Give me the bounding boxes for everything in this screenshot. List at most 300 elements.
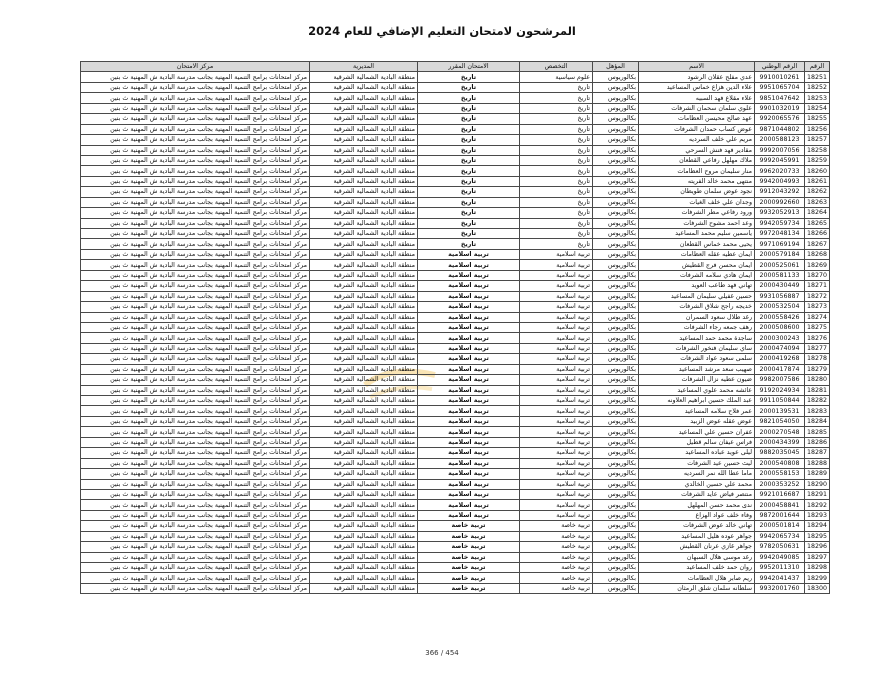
table-row: [81, 208, 830, 218]
national-id-cell: 9952011310: [755, 563, 805, 573]
table-row: [81, 563, 830, 573]
qualification-cell: بكالوريوس: [593, 500, 639, 510]
directorate-cell: منطقة البادية الشمالية الشرقية: [310, 416, 418, 426]
qualification-cell: بكالوريوس: [593, 145, 639, 155]
exam-center-cell: مركز امتحانات برامج التنمية المهنية بجانب مدرسة البادية ش المهنية ث بنين: [81, 114, 310, 124]
directorate-cell: منطقة البادية الشمالية الشرقية: [310, 406, 418, 416]
row-number-cell: 18298: [805, 563, 830, 573]
specialization-cell: تربية اسلامية: [520, 302, 593, 312]
national-id-cell: 9942049085: [755, 552, 805, 562]
specialization-cell: تربية خاصة: [520, 552, 593, 562]
row-number-cell: 18299: [805, 573, 830, 583]
row-number-cell: 18297: [805, 552, 830, 562]
directorate-cell: منطقة البادية الشمالية الشرقية: [310, 249, 418, 259]
directorate-cell: منطقة البادية الشمالية الشرقية: [310, 312, 418, 322]
exam-cell: تربية خاصة: [418, 521, 520, 531]
name-cell: ملاك مهلهل رفاعي القطعان: [639, 155, 755, 165]
table-row: [81, 82, 830, 92]
national-id-cell: 9901032019: [755, 103, 805, 113]
column-header: المديرية: [310, 62, 418, 72]
row-number-cell: 18278: [805, 354, 830, 364]
specialization-cell: تربية اسلامية: [520, 375, 593, 385]
table-row: [81, 322, 830, 332]
national-id-cell: 2000353252: [755, 479, 805, 489]
national-id-cell: 9872001644: [755, 510, 805, 520]
specialization-cell: تربية خاصة: [520, 531, 593, 541]
directorate-cell: منطقة البادية الشمالية الشرقية: [310, 437, 418, 447]
directorate-cell: منطقة البادية الشمالية الشرقية: [310, 385, 418, 395]
qualification-cell: بكالوريوس: [593, 114, 639, 124]
directorate-cell: منطقة البادية الشمالية الشرقية: [310, 166, 418, 176]
directorate-cell: منطقة البادية الشمالية الشرقية: [310, 302, 418, 312]
qualification-cell: بكالوريوس: [593, 510, 639, 520]
national-id-cell: 2000434399: [755, 437, 805, 447]
directorate-cell: منطقة البادية الشمالية الشرقية: [310, 542, 418, 552]
table-row: [81, 166, 830, 176]
row-number-cell: 18256: [805, 124, 830, 134]
qualification-cell: بكالوريوس: [593, 448, 639, 458]
name-cell: ورود رفاعي مطر الشرفات: [639, 208, 755, 218]
directorate-cell: منطقة البادية الشمالية الشرقية: [310, 260, 418, 270]
specialization-cell: علوم سياسية: [520, 72, 593, 82]
name-cell: ريم صابر هلال العظامات: [639, 573, 755, 583]
exam-cell: تربية اسلامية: [418, 427, 520, 437]
name-cell: روان حمد خلف المساعيد: [639, 563, 755, 573]
name-cell: خديجه راجح شلاق الشرفات: [639, 302, 755, 312]
table-row: [81, 343, 830, 353]
exam-center-cell: مركز امتحانات برامج التنمية المهنية بجانب مدرسة البادية ش المهنية ث بنين: [81, 416, 310, 426]
table-row: [81, 197, 830, 207]
directorate-cell: منطقة البادية الشمالية الشرقية: [310, 114, 418, 124]
national-id-cell: 2000430449: [755, 281, 805, 291]
directorate-cell: منطقة البادية الشمالية الشرقية: [310, 93, 418, 103]
national-id-cell: 9192024934: [755, 385, 805, 395]
national-id-cell: 2000588123: [755, 135, 805, 145]
qualification-cell: بكالوريوس: [593, 103, 639, 113]
qualification-cell: بكالوريوس: [593, 489, 639, 499]
qualification-cell: بكالوريوس: [593, 469, 639, 479]
name-cell: علاء مقلاع فهد السبيه: [639, 93, 755, 103]
table-row: [81, 489, 830, 499]
row-number-cell: 18258: [805, 145, 830, 155]
national-id-cell: 2000458841: [755, 500, 805, 510]
specialization-cell: تربية خاصة: [520, 573, 593, 583]
name-cell: ندى محمد حسن المهلهل: [639, 500, 755, 510]
specialization-cell: تربية اسلامية: [520, 427, 593, 437]
row-number-cell: 18282: [805, 396, 830, 406]
specialization-cell: تربية اسلامية: [520, 448, 593, 458]
name-cell: وفاء خلف عواد الهزاع: [639, 510, 755, 520]
table-row: [81, 333, 830, 343]
name-cell: علوي سلمان سحمان الشرفات: [639, 103, 755, 113]
table-row: [81, 291, 830, 301]
national-id-cell: 9972048134: [755, 229, 805, 239]
exam-center-cell: مركز امتحانات برامج التنمية المهنية بجانب مدرسة البادية ش المهنية ث بنين: [81, 333, 310, 343]
national-id-cell: 9920065576: [755, 114, 805, 124]
directorate-cell: منطقة البادية الشمالية الشرقية: [310, 521, 418, 531]
row-number-cell: 18294: [805, 521, 830, 531]
national-id-cell: 2000300243: [755, 333, 805, 343]
column-header: الرقم الوطني: [755, 62, 805, 72]
directorate-cell: منطقة البادية الشمالية الشرقية: [310, 458, 418, 468]
table-body: [81, 72, 830, 594]
specialization-cell: تربية اسلامية: [520, 270, 593, 280]
exam-cell: تاريخ: [418, 155, 520, 165]
row-number-cell: 18279: [805, 364, 830, 374]
specialization-cell: تربية اسلامية: [520, 469, 593, 479]
directorate-cell: منطقة البادية الشمالية الشرقية: [310, 135, 418, 145]
qualification-cell: بكالوريوس: [593, 93, 639, 103]
page-title: المرشحون لامتحان التعليم الإضافي للعام 2024: [308, 24, 576, 38]
table-row: [81, 552, 830, 562]
row-number-cell: 18263: [805, 197, 830, 207]
row-number-cell: 18281: [805, 385, 830, 395]
exam-center-cell: مركز امتحانات برامج التنمية المهنية بجانب مدرسة البادية ش المهنية ث بنين: [81, 437, 310, 447]
directorate-cell: منطقة البادية الشمالية الشرقية: [310, 479, 418, 489]
national-id-cell: 9982007586: [755, 375, 805, 385]
specialization-cell: تربية اسلامية: [520, 333, 593, 343]
exam-center-cell: مركز امتحانات برامج التنمية المهنية بجانب مدرسة البادية ش المهنية ث بنين: [81, 176, 310, 186]
exam-center-cell: مركز امتحانات برامج التنمية المهنية بجانب مدرسة البادية ش المهنية ث بنين: [81, 563, 310, 573]
qualification-cell: بكالوريوس: [593, 249, 639, 259]
table-row: [81, 176, 830, 186]
specialization-cell: تربية اسلامية: [520, 322, 593, 332]
exam-center-cell: مركز امتحانات برامج التنمية المهنية بجانب مدرسة البادية ش المهنية ث بنين: [81, 218, 310, 228]
exam-cell: تربية اسلامية: [418, 437, 520, 447]
row-number-cell: 18289: [805, 469, 830, 479]
name-cell: ايمان محسن فرج القطيش: [639, 260, 755, 270]
exam-center-cell: مركز امتحانات برامج التنمية المهنية بجانب مدرسة البادية ش المهنية ث بنين: [81, 197, 310, 207]
national-id-cell: 2000419268: [755, 354, 805, 364]
specialization-cell: تربية خاصة: [520, 563, 593, 573]
column-header: الرقم: [805, 62, 830, 72]
exam-center-cell: مركز امتحانات برامج التنمية المهنية بجانب مدرسة البادية ش المهنية ث بنين: [81, 155, 310, 165]
directorate-cell: منطقة البادية الشمالية الشرقية: [310, 375, 418, 385]
row-number-cell: 18270: [805, 270, 830, 280]
qualification-cell: بكالوريوس: [593, 270, 639, 280]
exam-center-cell: مركز امتحانات برامج التنمية المهنية بجانب مدرسة البادية ش المهنية ث بنين: [81, 124, 310, 134]
exam-center-cell: مركز امتحانات برامج التنمية المهنية بجانب مدرسة البادية ش المهنية ث بنين: [81, 93, 310, 103]
name-cell: عمر فلاح سلامه المساعيد: [639, 406, 755, 416]
exam-center-cell: مركز امتحانات برامج التنمية المهنية بجانب مدرسة البادية ش المهنية ث بنين: [81, 510, 310, 520]
name-cell: جواهر غازي عرنان القطيش: [639, 542, 755, 552]
name-cell: ايمان هادي سلامه الشرفات: [639, 270, 755, 280]
exam-center-cell: مركز امتحانات برامج التنمية المهنية بجانب مدرسة البادية ش المهنية ث بنين: [81, 427, 310, 437]
name-cell: ماما عطا الله نمر السرديه: [639, 469, 755, 479]
specialization-cell: تاريخ: [520, 197, 593, 207]
qualification-cell: بكالوريوس: [593, 354, 639, 364]
name-cell: ليث حسين عيد الشرفات: [639, 458, 755, 468]
specialization-cell: تربية اسلامية: [520, 489, 593, 499]
row-number-cell: 18283: [805, 406, 830, 416]
row-number-cell: 18252: [805, 82, 830, 92]
exam-cell: تربية اسلامية: [418, 312, 520, 322]
specialization-cell: تربية اسلامية: [520, 343, 593, 353]
name-cell: ياسمين سليم محمد المساعيد: [639, 229, 755, 239]
exam-cell: تاريخ: [418, 145, 520, 155]
qualification-cell: بكالوريوس: [593, 281, 639, 291]
national-id-cell: 9910010261: [755, 72, 805, 82]
directorate-cell: منطقة البادية الشمالية الشرقية: [310, 531, 418, 541]
exam-cell: تربية اسلامية: [418, 458, 520, 468]
column-header: مركز الامتحان: [81, 62, 310, 72]
national-id-cell: 9962020733: [755, 166, 805, 176]
table-row: [81, 114, 830, 124]
exam-center-cell: مركز امتحانات برامج التنمية المهنية بجانب مدرسة البادية ش المهنية ث بنين: [81, 489, 310, 499]
exam-center-cell: مركز امتحانات برامج التنمية المهنية بجانب مدرسة البادية ش المهنية ث بنين: [81, 375, 310, 385]
national-id-cell: 9911050844: [755, 396, 805, 406]
qualification-cell: بكالوريوس: [593, 155, 639, 165]
exam-cell: تربية اسلامية: [418, 322, 520, 332]
exam-cell: تربية اسلامية: [418, 302, 520, 312]
specialization-cell: تربية اسلامية: [520, 385, 593, 395]
table-row: [81, 354, 830, 364]
name-cell: ايمان عطيه عقله العظامات: [639, 249, 755, 259]
name-cell: يحيى محمد خماس القطعان: [639, 239, 755, 249]
specialization-cell: تربية خاصة: [520, 521, 593, 531]
qualification-cell: بكالوريوس: [593, 427, 639, 437]
qualification-cell: بكالوريوس: [593, 385, 639, 395]
exam-cell: تاريخ: [418, 218, 520, 228]
exam-cell: تربية اسلامية: [418, 385, 520, 395]
name-cell: وجدان علي خلف الغيات: [639, 197, 755, 207]
exam-cell: تاريخ: [418, 135, 520, 145]
column-header: الاسم: [639, 62, 755, 72]
table-row: [81, 155, 830, 165]
national-id-cell: 2000474094: [755, 343, 805, 353]
directorate-cell: منطقة البادية الشمالية الشرقية: [310, 197, 418, 207]
column-header: المؤهل: [593, 62, 639, 72]
exam-cell: تاريخ: [418, 197, 520, 207]
name-cell: عائشه محمد علوي المساعيد: [639, 385, 755, 395]
table-row: [81, 218, 830, 228]
exam-cell: تربية اسلامية: [418, 343, 520, 353]
name-cell: عوض عقله عوض الزبيد: [639, 416, 755, 426]
national-id-cell: 9821054050: [755, 416, 805, 426]
table-row: [81, 72, 830, 82]
qualification-cell: بكالوريوس: [593, 458, 639, 468]
national-id-cell: 2000579184: [755, 249, 805, 259]
row-number-cell: 18265: [805, 218, 830, 228]
qualification-cell: بكالوريوس: [593, 208, 639, 218]
name-cell: سلمى سعود عواد الشرفات: [639, 354, 755, 364]
name-cell: محمد علي حسين الخالدي: [639, 479, 755, 489]
qualification-cell: بكالوريوس: [593, 479, 639, 489]
directorate-cell: منطقة البادية الشمالية الشرقية: [310, 343, 418, 353]
specialization-cell: تربية اسلامية: [520, 500, 593, 510]
name-cell: علاء الدين هزاع خماس المساعيد: [639, 82, 755, 92]
directorate-cell: منطقة البادية الشمالية الشرقية: [310, 208, 418, 218]
row-number-cell: 18285: [805, 427, 830, 437]
table-row: [81, 385, 830, 395]
exam-center-cell: مركز امتحانات برامج التنمية المهنية بجانب مدرسة البادية ش المهنية ث بنين: [81, 291, 310, 301]
row-number-cell: 18261: [805, 176, 830, 186]
exam-center-cell: مركز امتحانات برامج التنمية المهنية بجانب مدرسة البادية ش المهنية ث بنين: [81, 458, 310, 468]
directorate-cell: منطقة البادية الشمالية الشرقية: [310, 489, 418, 499]
exam-center-cell: مركز امتحانات برامج التنمية المهنية بجانب مدرسة البادية ش المهنية ث بنين: [81, 208, 310, 218]
table-row: [81, 249, 830, 259]
qualification-cell: بكالوريوس: [593, 437, 639, 447]
specialization-cell: تاريخ: [520, 176, 593, 186]
qualification-cell: بكالوريوس: [593, 343, 639, 353]
row-number-cell: 18290: [805, 479, 830, 489]
exam-center-cell: مركز امتحانات برامج التنمية المهنية بجانب مدرسة البادية ش المهنية ث بنين: [81, 302, 310, 312]
specialization-cell: تاريخ: [520, 155, 593, 165]
national-id-cell: 9942004993: [755, 176, 805, 186]
directorate-cell: منطقة البادية الشمالية الشرقية: [310, 563, 418, 573]
row-number-cell: 18296: [805, 542, 830, 552]
exam-cell: تربية خاصة: [418, 552, 520, 562]
name-cell: حسين غفيلي سليمان المساعيد: [639, 291, 755, 301]
table-row: [81, 469, 830, 479]
table-row: [81, 500, 830, 510]
qualification-cell: بكالوريوس: [593, 416, 639, 426]
qualification-cell: بكالوريوس: [593, 135, 639, 145]
table-row: [81, 229, 830, 239]
specialization-cell: تربية اسلامية: [520, 260, 593, 270]
row-number-cell: 18292: [805, 500, 830, 510]
national-id-cell: 9951065704: [755, 82, 805, 92]
name-cell: تهاني خالد عوض الشرفات: [639, 521, 755, 531]
row-number-cell: 18276: [805, 333, 830, 343]
national-id-cell: 2000139531: [755, 406, 805, 416]
exam-center-cell: مركز امتحانات برامج التنمية المهنية بجانب مدرسة البادية ش المهنية ث بنين: [81, 82, 310, 92]
directorate-cell: منطقة البادية الشمالية الشرقية: [310, 583, 418, 593]
exam-cell: تربية خاصة: [418, 563, 520, 573]
exam-center-cell: مركز امتحانات برامج التنمية المهنية بجانب مدرسة البادية ش المهنية ث بنين: [81, 364, 310, 374]
national-id-cell: 9992007056: [755, 145, 805, 155]
exam-center-cell: مركز امتحانات برامج التنمية المهنية بجانب مدرسة البادية ش المهنية ث بنين: [81, 521, 310, 531]
exam-center-cell: مركز امتحانات برامج التنمية المهنية بجانب مدرسة البادية ش المهنية ث بنين: [81, 573, 310, 583]
directorate-cell: منطقة البادية الشمالية الشرقية: [310, 427, 418, 437]
table-row: [81, 364, 830, 374]
specialization-cell: تاريخ: [520, 82, 593, 92]
exam-cell: تربية خاصة: [418, 542, 520, 552]
specialization-cell: تاريخ: [520, 187, 593, 197]
national-id-cell: 2000558153: [755, 469, 805, 479]
column-header: التخصص: [520, 62, 593, 72]
national-id-cell: 2000558426: [755, 312, 805, 322]
specialization-cell: تاريخ: [520, 114, 593, 124]
exam-center-cell: مركز امتحانات برامج التنمية المهنية بجانب مدرسة البادية ش المهنية ث بنين: [81, 479, 310, 489]
national-id-cell: 9882035045: [755, 448, 805, 458]
specialization-cell: تاريخ: [520, 208, 593, 218]
directorate-cell: منطقة البادية الشمالية الشرقية: [310, 187, 418, 197]
row-number-cell: 18271: [805, 281, 830, 291]
exam-cell: تربية اسلامية: [418, 448, 520, 458]
national-id-cell: 2000532504: [755, 302, 805, 312]
exam-center-cell: مركز امتحانات برامج التنمية المهنية بجانب مدرسة البادية ش المهنية ث بنين: [81, 166, 310, 176]
table-row: [81, 124, 830, 134]
qualification-cell: بكالوريوس: [593, 563, 639, 573]
national-id-cell: 9992045991: [755, 155, 805, 165]
specialization-cell: تربية اسلامية: [520, 416, 593, 426]
exam-cell: تاريخ: [418, 82, 520, 92]
directorate-cell: منطقة البادية الشمالية الشرقية: [310, 448, 418, 458]
national-id-cell: 9912043292: [755, 187, 805, 197]
qualification-cell: بكالوريوس: [593, 187, 639, 197]
exam-cell: تاريخ: [418, 114, 520, 124]
national-id-cell: 2000501814: [755, 521, 805, 531]
qualification-cell: بكالوريوس: [593, 72, 639, 82]
name-cell: ساجدة محمد حمد المساعيد: [639, 333, 755, 343]
table-row: [81, 302, 830, 312]
exam-cell: تربية اسلامية: [418, 479, 520, 489]
directorate-cell: منطقة البادية الشمالية الشرقية: [310, 124, 418, 134]
qualification-cell: بكالوريوس: [593, 260, 639, 270]
exam-center-cell: مركز امتحانات برامج التنمية المهنية بجانب مدرسة البادية ش المهنية ث بنين: [81, 343, 310, 353]
row-number-cell: 18300: [805, 583, 830, 593]
row-number-cell: 18286: [805, 437, 830, 447]
exam-cell: تربية اسلامية: [418, 469, 520, 479]
page-number: 366 / 454: [425, 649, 459, 657]
exam-center-cell: مركز امتحانات برامج التنمية المهنية بجانب مدرسة البادية ش المهنية ث بنين: [81, 229, 310, 239]
row-number-cell: 18254: [805, 103, 830, 113]
specialization-cell: تاريخ: [520, 135, 593, 145]
specialization-cell: تربية اسلامية: [520, 437, 593, 447]
table-row: [81, 135, 830, 145]
specialization-cell: تربية اسلامية: [520, 479, 593, 489]
qualification-cell: بكالوريوس: [593, 176, 639, 186]
table-row: [81, 406, 830, 416]
exam-center-cell: مركز امتحانات برامج التنمية المهنية بجانب مدرسة البادية ش المهنية ث بنين: [81, 270, 310, 280]
exam-cell: تربية اسلامية: [418, 270, 520, 280]
table-row: [81, 583, 830, 593]
exam-center-cell: مركز امتحانات برامج التنمية المهنية بجانب مدرسة البادية ش المهنية ث بنين: [81, 406, 310, 416]
name-cell: تهاني فهد طاعب العويد: [639, 281, 755, 291]
row-number-cell: 18255: [805, 114, 830, 124]
specialization-cell: تاريخ: [520, 145, 593, 155]
name-cell: منتصر فياض عايد الشرفات: [639, 489, 755, 499]
exam-cell: تاريخ: [418, 208, 520, 218]
row-number-cell: 18259: [805, 155, 830, 165]
qualification-cell: بكالوريوس: [593, 322, 639, 332]
qualification-cell: بكالوريوس: [593, 531, 639, 541]
specialization-cell: تاريخ: [520, 103, 593, 113]
directorate-cell: منطقة البادية الشمالية الشرقية: [310, 82, 418, 92]
table-row: [81, 396, 830, 406]
specialization-cell: تاريخ: [520, 218, 593, 228]
specialization-cell: تاريخ: [520, 124, 593, 134]
exam-cell: تربية خاصة: [418, 531, 520, 541]
directorate-cell: منطقة البادية الشمالية الشرقية: [310, 291, 418, 301]
exam-cell: تاريخ: [418, 124, 520, 134]
exam-center-cell: مركز امتحانات برامج التنمية المهنية بجانب مدرسة البادية ش المهنية ث بنين: [81, 281, 310, 291]
directorate-cell: منطقة البادية الشمالية الشرقية: [310, 270, 418, 280]
column-header: الامتحان المقرر: [418, 62, 520, 72]
directorate-cell: منطقة البادية الشمالية الشرقية: [310, 72, 418, 82]
national-id-cell: 2000540808: [755, 458, 805, 468]
name-cell: جواهر عوده هليل المساعيد: [639, 531, 755, 541]
exam-cell: تربية اسلامية: [418, 396, 520, 406]
specialization-cell: تاريخ: [520, 93, 593, 103]
table-row: [81, 260, 830, 270]
table-row: [81, 573, 830, 583]
row-number-cell: 18293: [805, 510, 830, 520]
exam-cell: تربية خاصة: [418, 573, 520, 583]
qualification-cell: بكالوريوس: [593, 291, 639, 301]
national-id-cell: 2000525061: [755, 260, 805, 270]
exam-cell: تاريخ: [418, 176, 520, 186]
table-row: [81, 93, 830, 103]
row-number-cell: 18295: [805, 531, 830, 541]
specialization-cell: تربية اسلامية: [520, 281, 593, 291]
exam-center-cell: مركز امتحانات برامج التنمية المهنية بجانب مدرسة البادية ش المهنية ث بنين: [81, 187, 310, 197]
row-number-cell: 18268: [805, 249, 830, 259]
exam-center-cell: مركز امتحانات برامج التنمية المهنية بجانب مدرسة البادية ش المهنية ث بنين: [81, 72, 310, 82]
exam-cell: تربية اسلامية: [418, 375, 520, 385]
name-cell: منتهى محمد خالد الفريته: [639, 176, 755, 186]
